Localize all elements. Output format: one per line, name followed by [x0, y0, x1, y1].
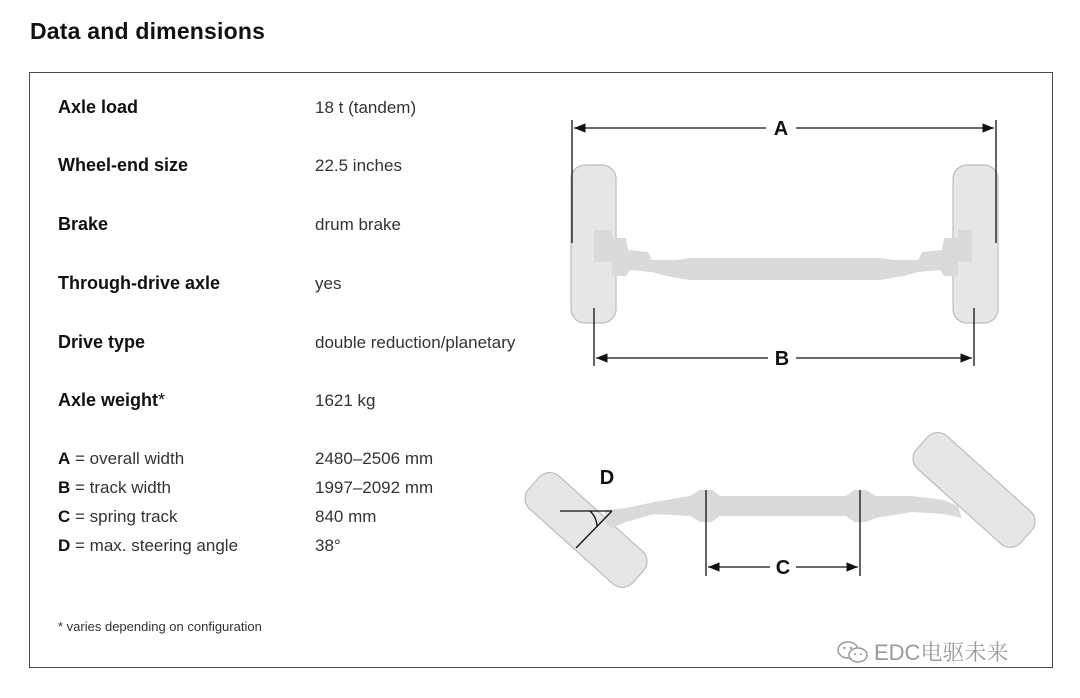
spec-value-axle-weight: 1621 kg — [315, 391, 376, 410]
page-title: Data and dimensions — [30, 18, 266, 44]
top-left-wheel — [519, 467, 652, 593]
dim-c-label: C — [775, 557, 791, 579]
top-right-wheel — [907, 427, 1040, 553]
dimension-c-key: C — [58, 507, 71, 526]
spec-label-brake: Brake — [58, 214, 109, 234]
dimension-c-value: 840 mm — [315, 507, 377, 526]
watermark-text: EDC电驱未来 — [874, 640, 1009, 665]
axle-beam-top — [605, 490, 962, 528]
spec-value-drive-type: double reduction/planetary — [315, 333, 516, 352]
dim-b-label: B — [774, 348, 790, 370]
dim-d-label: D — [599, 467, 615, 489]
spec-value-through-drive-axle: yes — [315, 274, 342, 293]
spec-value-brake: drum brake — [315, 215, 401, 234]
dimension-a-key: A — [58, 449, 71, 468]
spec-label-axle-weight-text: Axle weight — [58, 390, 159, 410]
dimension-b-desc: = track width — [75, 478, 171, 497]
watermark — [836, 636, 1008, 667]
dimension-b-key: B — [58, 478, 71, 497]
dimension-d-desc: = max. steering angle — [75, 536, 239, 555]
spec-label-wheel-end-size: Wheel-end size — [58, 155, 189, 175]
dimension-d-key: D — [58, 536, 71, 555]
wechat-icon — [836, 640, 870, 664]
dimension-b-value: 1997–2092 mm — [315, 478, 434, 497]
axle-beam-front — [594, 230, 972, 280]
dimension-a-value: 2480–2506 mm — [315, 449, 434, 468]
dim-a-label: A — [773, 118, 789, 140]
dimension-c-desc: = spring track — [75, 507, 178, 526]
footnote: * varies depending on configuration — [58, 619, 262, 634]
spec-value-wheel-end-size: 22.5 inches — [315, 156, 402, 175]
spec-label-axle-weight-asterisk: * — [158, 390, 166, 410]
spec-label-axle-load: Axle load — [58, 97, 139, 117]
front-view-axle — [571, 118, 998, 370]
spec-label-through-drive-axle: Through-drive axle — [58, 273, 221, 293]
spec-value-axle-load: 18 t (tandem) — [315, 98, 417, 117]
dimension-a-desc: = overall width — [75, 449, 185, 468]
top-view-axle — [519, 427, 1040, 593]
dimension-d-value: 38° — [315, 536, 341, 555]
spec-label-drive-type: Drive type — [58, 332, 146, 352]
